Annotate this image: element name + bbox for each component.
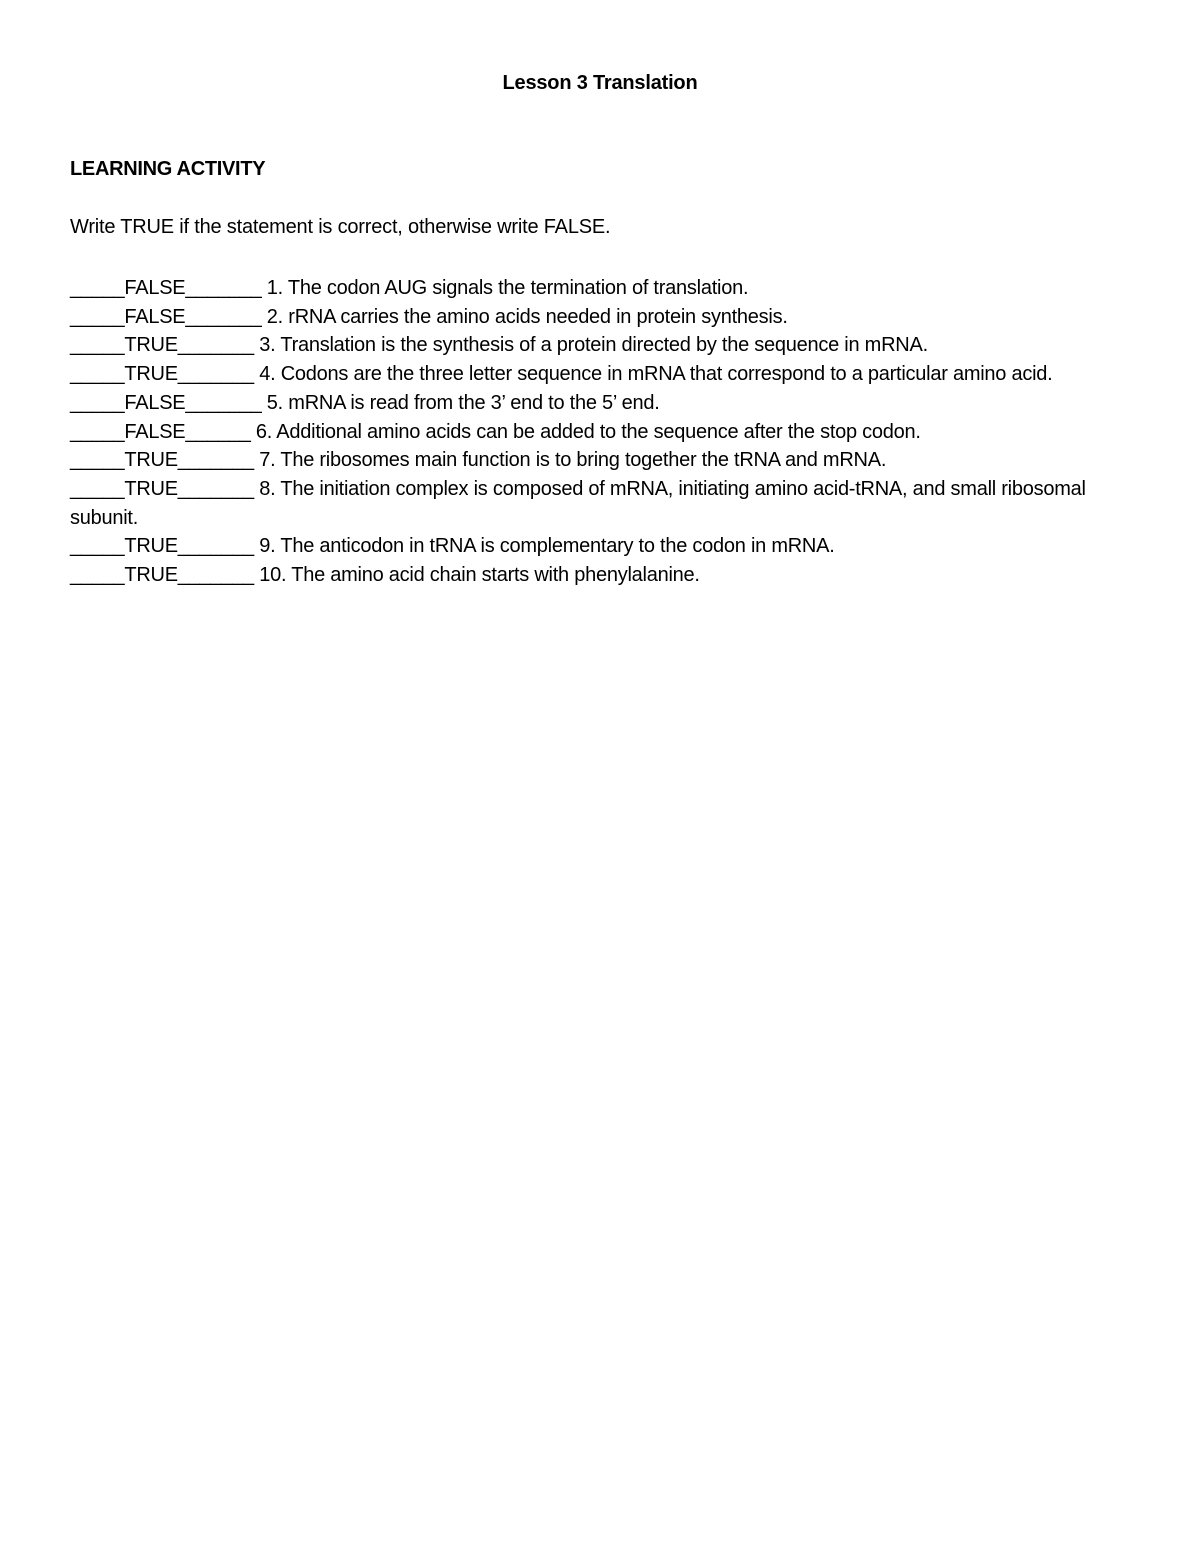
question-item-5 [70,389,1130,418]
question-item-7 [70,446,1130,475]
question-item-3 [70,331,1130,360]
section-heading: LEARNING ACTIVITY [70,158,266,180]
answer-blank: _____FALSE_______ [70,305,262,328]
question-statement: 7. The ribosomes main function is to bring together the tRNA and mRNA. [253,449,887,472]
answer-blank: _____TRUE_______ [70,535,254,558]
question-item-1 [70,274,1130,303]
answer-blank: _____FALSE_______ [70,391,262,414]
answer-blank: _____FALSE______ [70,420,251,443]
answer-blank: _____FALSE_______ [70,277,262,299]
question-statement: 1. The codon AUG signals the termination of translation. [261,277,749,299]
question-item-9 [70,532,1130,561]
answer-blank: _____TRUE_______ [70,334,254,357]
question-statement: 10. The amino acid chain starts with phenylalanine. [253,564,700,587]
answer-blank: _____TRUE_______ [70,564,254,587]
answer-blank: _____TRUE_______ [70,363,254,386]
question-item-10 [70,561,1130,590]
answer-blank: _____TRUE_______ [70,449,254,472]
question-item-8 [70,475,1130,532]
question-statement: 8. The initiation complex is composed of mRNA, initiating amino acid-tRNA, and small ribosomal subunit. [70,477,1086,529]
question-statement: 2. rRNA carries the amino acids needed in protein synthesis. [261,305,788,328]
instruction-text: Write TRUE if the statement is correct, otherwise write FALSE. [70,216,611,238]
question-statement: 4. Codons are the three letter sequence in mRNA that correspond to a particular amino acid. [253,363,1053,386]
question-statement: 5. mRNA is read from the 3’ end to the 5’ end. [261,391,660,414]
answer-blank: _____TRUE_______ [70,477,254,500]
question-item-2 [70,303,1130,332]
question-statement: 3. Translation is the synthesis of a protein directed by the sequence in mRNA. [253,334,928,357]
question-statement: 9. The anticodon in tRNA is complementary to the codon in mRNA. [253,535,835,558]
question-item-4 [70,360,1130,389]
document-title: Lesson 3 Translation [502,72,698,94]
question-list [70,274,1130,590]
question-item-6 [70,418,1130,447]
question-statement: 6. Additional amino acids can be added to the sequence after the stop codon. [250,420,921,443]
